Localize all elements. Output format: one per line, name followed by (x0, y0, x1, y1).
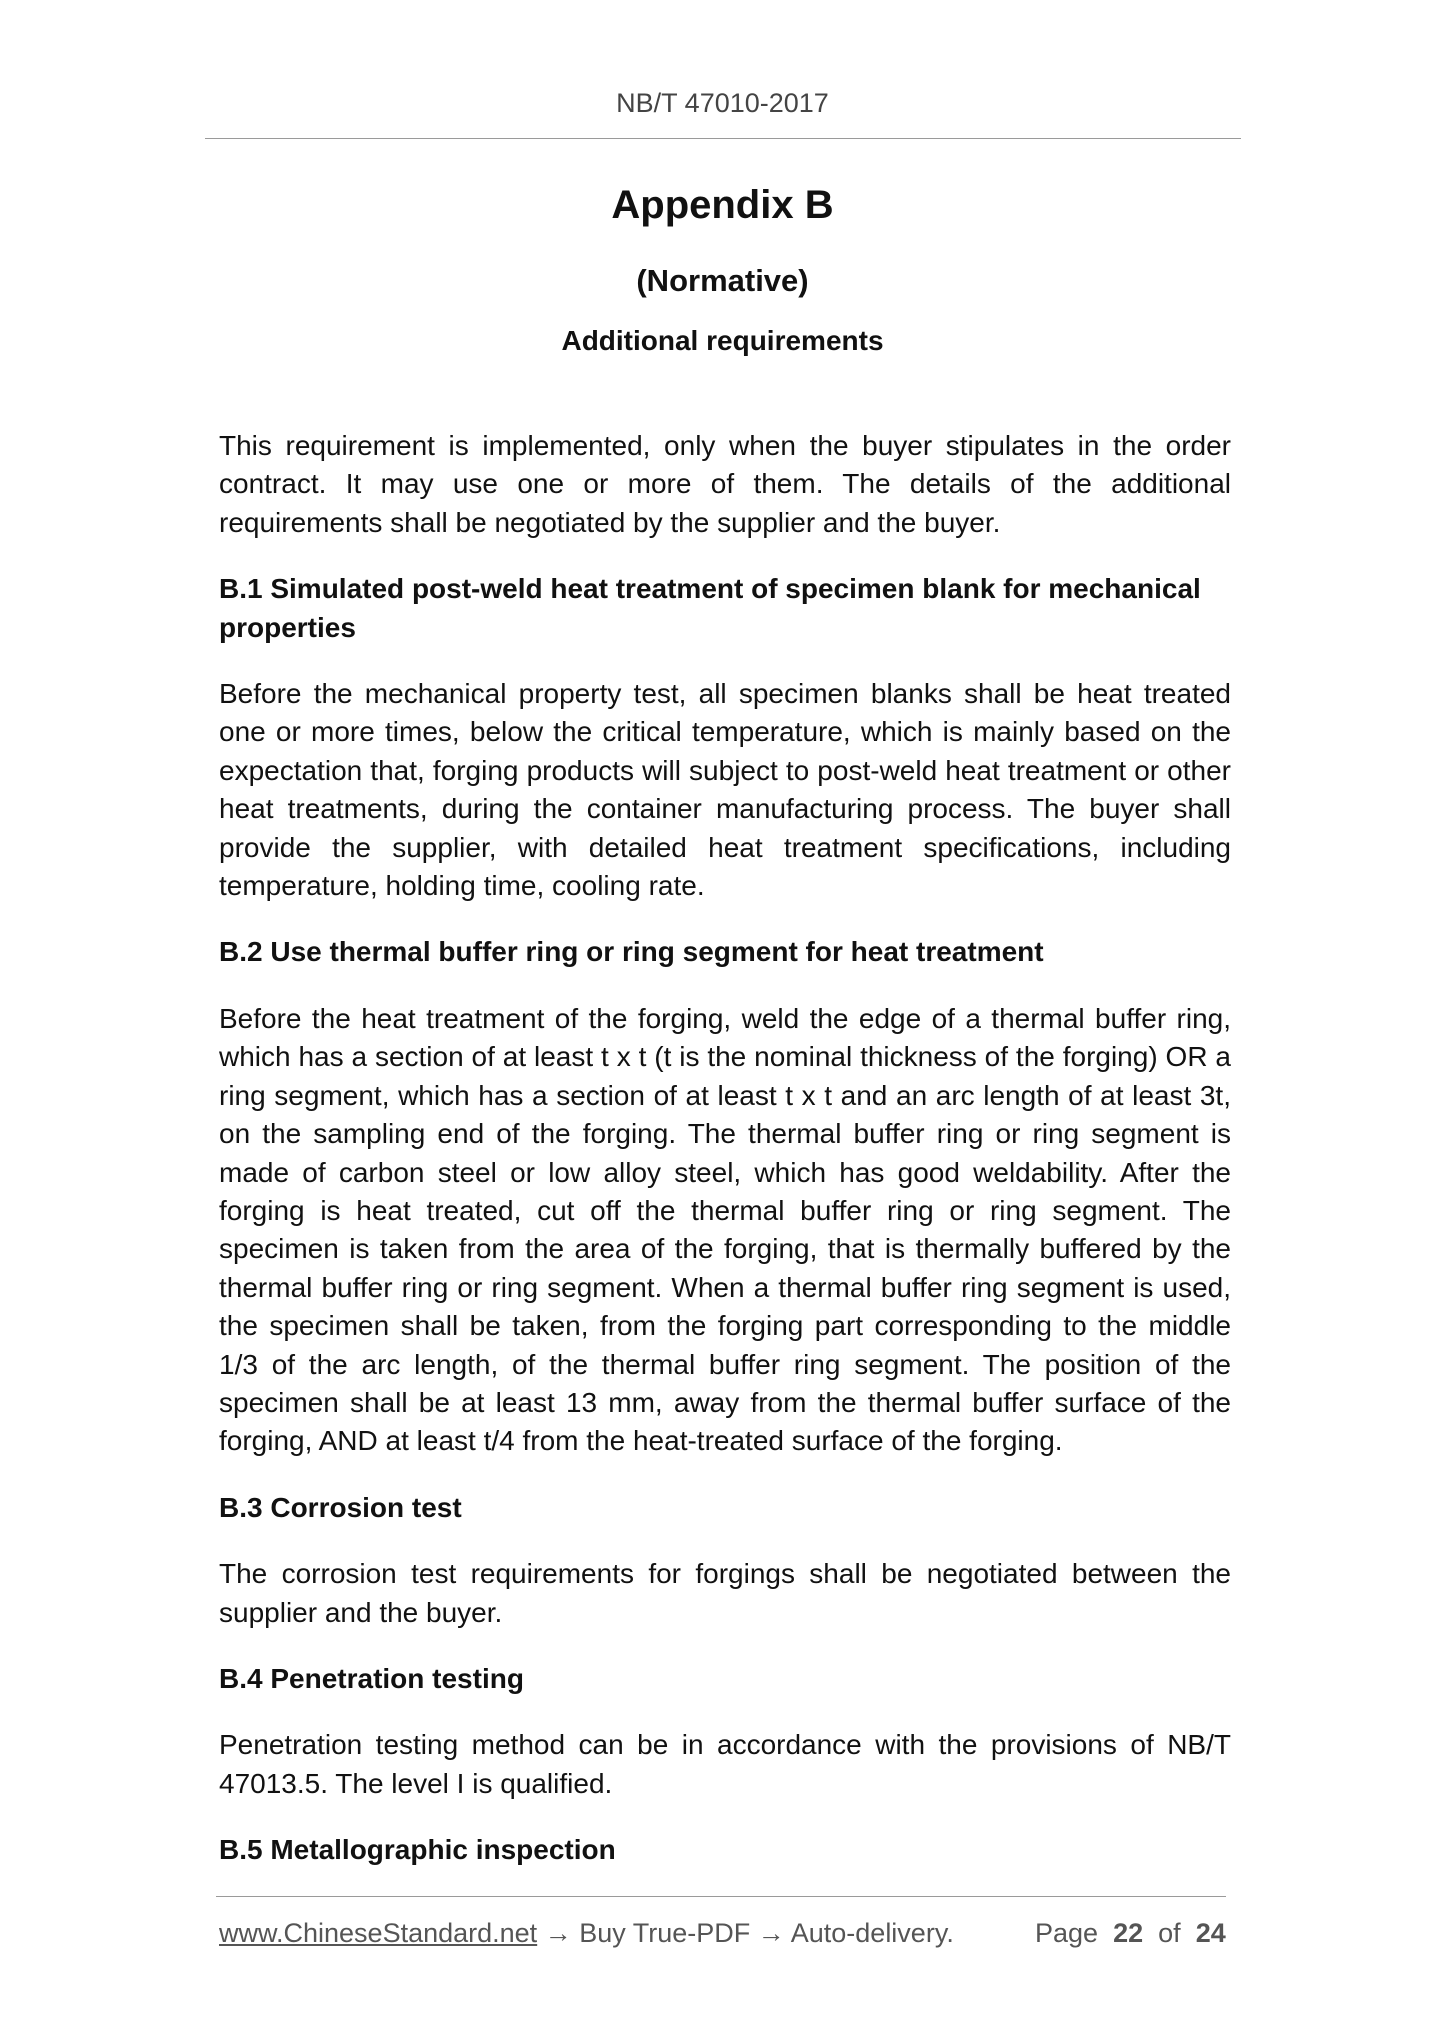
section-b3-heading: B.3 Corrosion test (219, 1491, 462, 1523)
appendix-subtitle: (Normative) (636, 263, 809, 298)
website-link[interactable]: www.ChineseStandard.net (219, 1918, 538, 1948)
section-b5-heading: B.5 Metallographic inspection (219, 1834, 616, 1866)
appendix-title: Appendix B (611, 183, 834, 227)
page-footer (219, 1918, 1229, 1949)
header-divider (205, 138, 1241, 139)
page-indicator (1035, 1918, 1226, 1949)
of-label: of (1158, 1918, 1181, 1948)
footer-divider (216, 1896, 1226, 1897)
running-header: NB/T 47010-2017 (616, 88, 829, 118)
section-b1-heading: B.1 Simulated post-weld heat treatment of specimen blank for mechanical properties (219, 573, 1201, 643)
appendix-caption: Additional requirements (561, 325, 884, 356)
section-b2-body: Before the heat treatment of the forging, weld the edge of a thermal buffer ring, which has a section of at least t x t (t is the nominal thickness of the forging) OR a ring segment, which has a section of at least t x t and an arc length of at least 3t, on the sampling end of the forging. The thermal buffer ring or ring segment is made of carbon steel or low alloy steel, which has good weldability. After the forging is heat treated, cut off the thermal buffer ring or ring segment. The specimen is taken from the area of the forging, that is thermally buffered by the thermal buffer ring or ring segment. When a thermal buffer ring segment is used, the specimen shall be taken, from the forging part corresponding to the middle 1/3 of the arc length, of the thermal buffer ring segment. The position of the specimen shall be at least 13 mm, away from the thermal buffer surface of the forging, AND at least t/4 from the heat-treated surface of the forging. (219, 1002, 1231, 1457)
section-b4-heading: B.4 Penetration testing (219, 1662, 524, 1694)
section-b2-heading: B.2 Use thermal buffer ring or ring segment for heat treatment (219, 936, 1044, 968)
section-b3-body: The corrosion test requirements for forgings shall be negotiated between the supplier and the buyer. (219, 1558, 1231, 1628)
page-number: 22 (1113, 1918, 1144, 1948)
intro-paragraph: This requirement is implemented, only when the buyer stipulates in the order contract. It may use one or more of them. The details of the additional requirements shall be negotiated by the supplier and the buyer. (219, 430, 1231, 538)
footer-tagline: → Buy True-PDF → Auto-delivery. (537, 1918, 954, 1948)
page-label: Page (1035, 1918, 1099, 1948)
total-pages: 24 (1195, 1918, 1226, 1948)
section-b4-body: Penetration testing method can be in accordance with the provisions of NB/T 47013.5. The level I is qualified. (219, 1729, 1231, 1799)
document-body (219, 427, 1231, 1870)
section-b1-body: Before the mechanical property test, all specimen blanks shall be heat treated one or more times, below the critical temperature, which is mainly based on the expectation that, forging products will subject to post-weld heat treatment or other heat treatments, during the container manufacturing process. The buyer shall provide the supplier, with detailed heat treatment specifications, including temperature, holding time, cooling rate. (219, 678, 1231, 902)
